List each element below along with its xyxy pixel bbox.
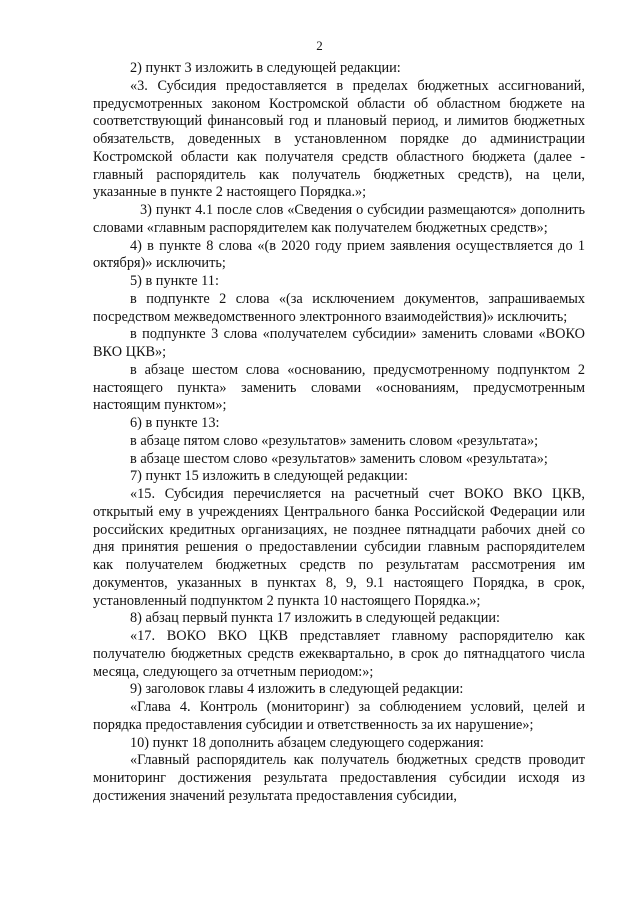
paragraph: в абзаце пятом слово «результатов» заменить словом «результата»;: [130, 432, 539, 449]
paragraph: в подпункте 3 слова «получателем субсидии» заменить словами «ВОКО ВКО ЦКВ»;: [93, 326, 585, 360]
paragraph: 6) в пункте 13:: [130, 415, 220, 431]
paragraph: в абзаце шестом слова «основанию, предусмотренному подпунктом 2 настоящего пункта» заменить словами «основаниям, предусмотренным настоящим пунктом»;: [93, 361, 585, 414]
paragraph: в подпункте 2 слова «(за исключением документов, запрашиваемых посредством межведомственного электронного взаимодействия)» исключить;: [93, 290, 585, 325]
page-number: 2: [316, 38, 323, 53]
paragraph: 8) абзац первый пункта 17 изложить в следующей редакции:: [130, 610, 501, 627]
paragraph: «15. Субсидия перечисляется на расчетный счет ВОКО ВКО ЦКВ, открытый ему в учреждениях Центрального банка Российской Федерации или российских кредитных организациях, не позднее пятнадцати рабочих дней со дня принятия решения о предоставлении субсидии главным распорядителем как получателем бюджетных средств по результатам рассмотрения им документов, указанных в пунктах 8, 9, 9.1 настоящего Порядка, в срок, установленный подпунктом 2 пункта 10 настоящего Порядка.»;: [93, 486, 585, 609]
paragraph: 2) пункт 3 изложить в следующей редакции:: [130, 60, 401, 76]
paragraph: 3) пункт 4.1 после слов «Сведения о субсидии размещаются» дополнить словами «главным распорядителем как получателем бюджетных средств»;: [93, 202, 585, 236]
paragraph: 7) пункт 15 изложить в следующей редакции:: [130, 468, 408, 485]
paragraph: «Главный распорядитель как получатель бюджетных средств проводит мониторинг достижения результата предоставления субсидии исходя из достижения значений результата предоставления субсидии,: [93, 752, 585, 804]
paragraph: в абзаце шестом слово «результатов» заменить словом «результата»;: [130, 450, 548, 467]
paragraph: «17. ВОКО ВКО ЦКВ представляет главному распорядителю как получателю бюджетных средств ежеквартально, в срок до пятнадцатого числа месяца, следующего за отчетным периодом:»;: [93, 628, 585, 680]
document-body: [93, 60, 585, 806]
paragraph: 5) в пункте 11:: [130, 273, 219, 289]
paragraph: «Глава 4. Контроль (мониторинг) за соблюдением условий, целей и порядка предоставления субсидии и ответственность за их нарушение»;: [93, 699, 585, 733]
paragraph: 10) пункт 18 дополнить абзацем следующего содержания:: [130, 734, 484, 751]
paragraph: 9) заголовок главы 4 изложить в следующей редакции:: [130, 681, 464, 698]
paragraph: 4) в пункте 8 слова «(в 2020 году прием заявления осуществляется до 1 октября)» исключить;: [93, 237, 585, 272]
paragraph: «3. Субсидия предоставляется в пределах бюджетных ассигнований, предусмотренных законом Костромской области об областном бюджете на соответствующий финансовый год и плановый период, и лимитов бюджетных обязательств, доведенных в установленном порядке до администрации Костромской области как получателя средств областного бюджета (далее - главный распорядитель как получатель бюджетных средств), на цели, указанные в пункте 2 настоящего Порядка.»;: [93, 77, 585, 201]
